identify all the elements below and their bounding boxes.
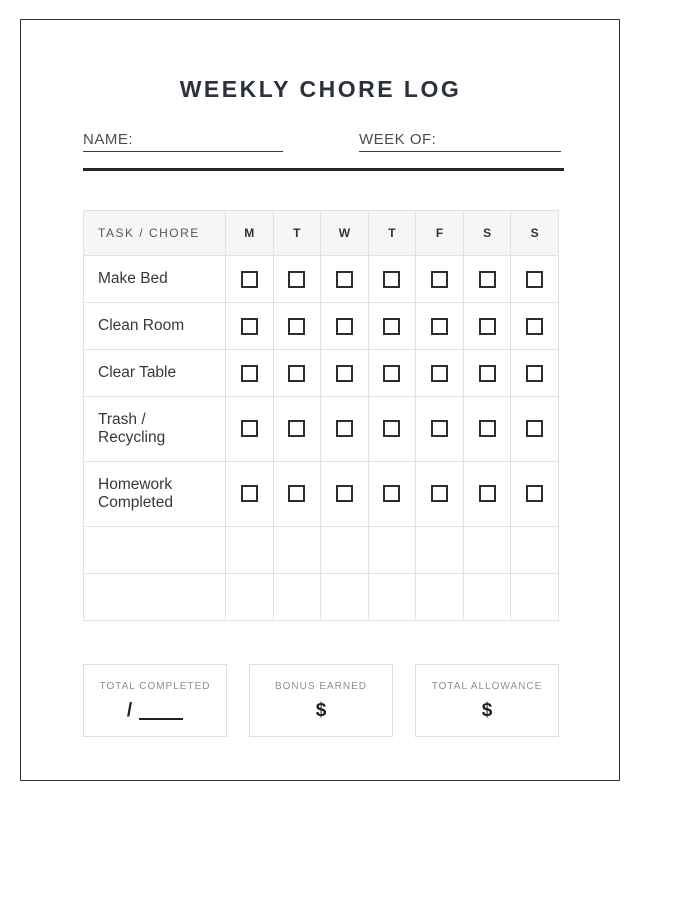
day-cell [321, 350, 369, 397]
chore-checkbox[interactable] [479, 271, 496, 288]
day-cell [368, 461, 416, 526]
chore-row [84, 256, 559, 303]
divider-rule [83, 168, 564, 171]
document-content [21, 20, 619, 737]
day-cell [416, 397, 464, 462]
day-header: S [463, 211, 511, 256]
week-of-field-line[interactable] [436, 130, 561, 148]
day-header: F [416, 211, 464, 256]
summary-box-label: BONUS EARNED [274, 680, 367, 692]
chore-checkbox[interactable] [479, 485, 496, 502]
day-cell [273, 461, 321, 526]
day-cell [463, 303, 511, 350]
chore-checkbox[interactable] [479, 420, 496, 437]
chore-checkbox[interactable] [336, 485, 353, 502]
day-cell [321, 256, 369, 303]
day-cell [511, 350, 559, 397]
chore-checkbox[interactable] [383, 318, 400, 335]
day-header: T [273, 211, 321, 256]
chore-checkbox[interactable] [288, 365, 305, 382]
header-fields [83, 130, 561, 152]
day-cell [273, 573, 321, 620]
day-cell [511, 461, 559, 526]
chore-checkbox[interactable] [431, 485, 448, 502]
name-field-line[interactable] [133, 130, 283, 148]
day-cell [463, 461, 511, 526]
document-page [20, 19, 620, 781]
day-cell [226, 573, 274, 620]
chore-checkbox[interactable] [241, 318, 258, 335]
summary-row [83, 664, 559, 737]
summary-box-label: TOTAL ALLOWANCE [431, 680, 543, 692]
chore-table-body [84, 256, 559, 621]
chore-checkbox[interactable] [431, 271, 448, 288]
summary-value-text: / [126, 699, 133, 721]
chore-checkbox[interactable] [288, 420, 305, 437]
chore-checkbox[interactable] [526, 271, 543, 288]
day-header: T [368, 211, 416, 256]
day-cell [463, 397, 511, 462]
chore-checkbox[interactable] [241, 271, 258, 288]
day-cell [416, 303, 464, 350]
day-cell [273, 303, 321, 350]
day-cell [226, 303, 274, 350]
day-cell [416, 350, 464, 397]
day-cell [321, 397, 369, 462]
chore-checkbox[interactable] [288, 271, 305, 288]
day-cell [368, 350, 416, 397]
chore-checkbox[interactable] [526, 318, 543, 335]
day-cell [511, 256, 559, 303]
day-cell [226, 461, 274, 526]
chore-checkbox[interactable] [479, 318, 496, 335]
chore-table [83, 210, 559, 621]
day-cell [273, 397, 321, 462]
chore-row [84, 350, 559, 397]
task-cell [84, 256, 226, 303]
chore-checkbox[interactable] [288, 318, 305, 335]
chore-checkbox[interactable] [288, 485, 305, 502]
chore-table-head [84, 211, 559, 256]
task-cell [84, 397, 226, 462]
blank-line[interactable] [139, 707, 183, 720]
day-cell [511, 573, 559, 620]
chore-row [84, 397, 559, 462]
task-label: Homework Completed [98, 475, 173, 511]
day-header: M [226, 211, 274, 256]
task-label: Trash / Recycling [98, 411, 166, 446]
summary-box-value [482, 701, 493, 720]
name-field-label: NAME: [83, 131, 134, 148]
day-cell [273, 256, 321, 303]
chore-checkbox[interactable] [383, 271, 400, 288]
chore-row [84, 461, 559, 526]
day-cell [463, 256, 511, 303]
task-cell [84, 461, 226, 526]
day-cell [226, 397, 274, 462]
summary-value-text: $ [481, 699, 493, 721]
day-cell [511, 397, 559, 462]
day-cell [226, 350, 274, 397]
day-cell [226, 256, 274, 303]
day-cell [463, 350, 511, 397]
day-cell [321, 303, 369, 350]
summary-box-label: TOTAL COMPLETED [99, 680, 211, 692]
summary-value-text: $ [315, 699, 327, 721]
task-cell [84, 573, 226, 620]
chore-checkbox[interactable] [431, 420, 448, 437]
day-cell [273, 526, 321, 573]
chore-checkbox[interactable] [241, 420, 258, 437]
task-label: Clean Room [98, 317, 185, 334]
day-cell [511, 526, 559, 573]
week-of-field-label: WEEK OF: [359, 131, 437, 148]
chore-checkbox[interactable] [336, 271, 353, 288]
day-cell [463, 526, 511, 573]
chore-checkbox[interactable] [431, 365, 448, 382]
day-header: S [511, 211, 559, 256]
day-cell [368, 397, 416, 462]
day-cell [368, 256, 416, 303]
task-label: Clear Table [98, 364, 177, 381]
chore-checkbox[interactable] [336, 318, 353, 335]
summary-box-value [316, 701, 327, 720]
chore-checkbox[interactable] [479, 365, 496, 382]
chore-checkbox[interactable] [383, 485, 400, 502]
name-field[interactable] [83, 130, 283, 152]
day-cell [416, 461, 464, 526]
task-cell [84, 526, 226, 573]
chore-checkbox[interactable] [383, 420, 400, 437]
task-cell [84, 303, 226, 350]
chore-row [84, 303, 559, 350]
chore-checkbox[interactable] [336, 365, 353, 382]
day-cell [368, 303, 416, 350]
day-cell [416, 573, 464, 620]
day-cell [511, 303, 559, 350]
summary-box-bonus-earned [249, 664, 393, 737]
chore-checkbox[interactable] [526, 485, 543, 502]
day-cell [321, 461, 369, 526]
day-cell [416, 526, 464, 573]
chore-row [84, 526, 559, 573]
day-cell [226, 526, 274, 573]
chore-table-header-row [84, 211, 559, 256]
chore-checkbox[interactable] [241, 485, 258, 502]
day-cell [321, 526, 369, 573]
week-of-field[interactable] [359, 130, 561, 152]
summary-box-total-allowance [415, 664, 559, 737]
day-cell [273, 350, 321, 397]
day-cell [368, 526, 416, 573]
chore-checkbox[interactable] [241, 365, 258, 382]
chore-checkbox[interactable] [336, 420, 353, 437]
summary-box-total-completed [83, 664, 227, 737]
page-title: WEEKLY CHORE LOG [179, 76, 462, 102]
chore-checkbox[interactable] [526, 365, 543, 382]
day-cell [463, 573, 511, 620]
task-cell [84, 350, 226, 397]
day-header: W [321, 211, 369, 256]
task-chore-header: TASK / CHORE [84, 211, 226, 256]
day-cell [416, 256, 464, 303]
chore-row [84, 573, 559, 620]
chore-checkbox[interactable] [526, 420, 543, 437]
summary-box-value [127, 701, 183, 720]
chore-checkbox[interactable] [383, 365, 400, 382]
day-cell [368, 573, 416, 620]
task-label: Make Bed [98, 270, 168, 287]
day-cell [321, 573, 369, 620]
chore-checkbox[interactable] [431, 318, 448, 335]
